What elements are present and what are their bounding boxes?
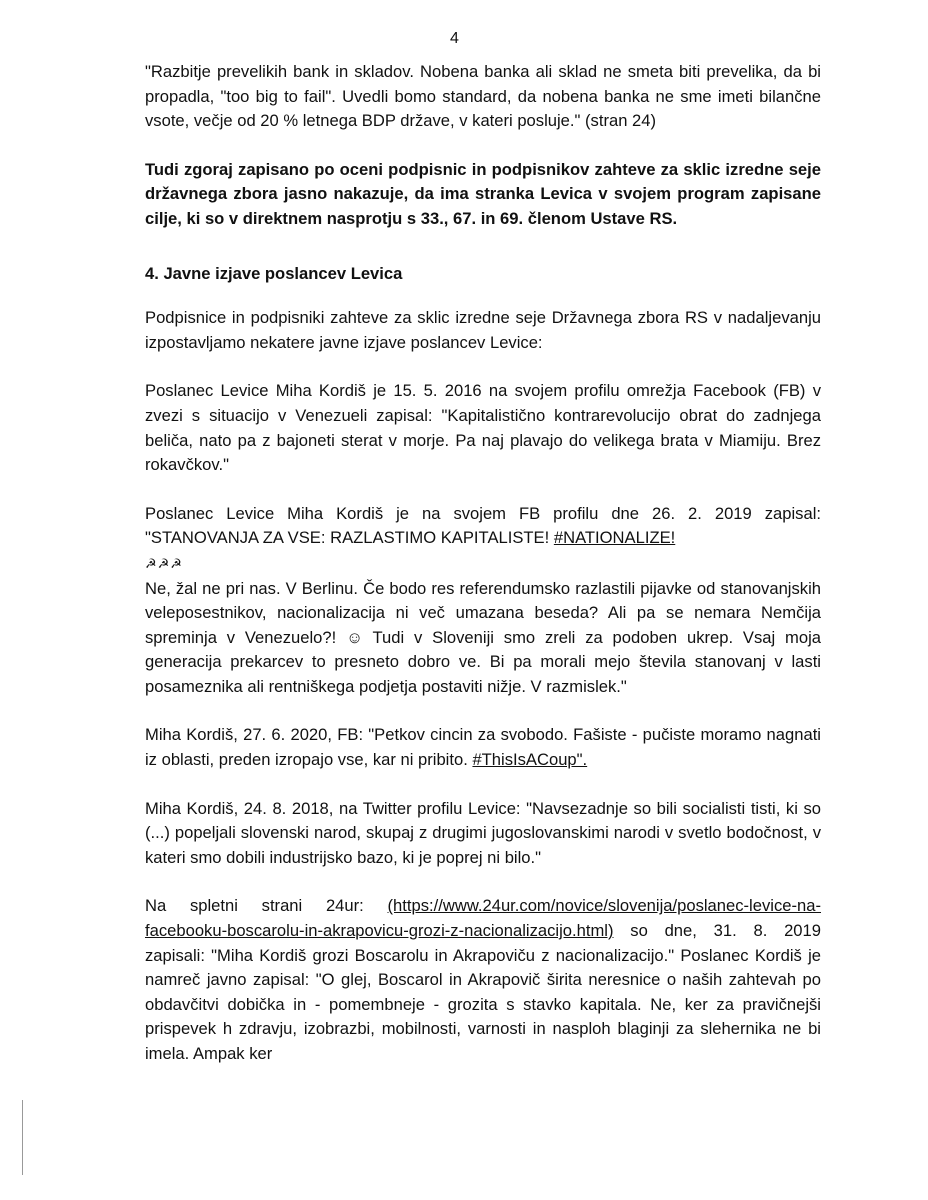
nationalize-hashtag-link[interactable]: #NATIONALIZE! (553, 528, 676, 548)
document-body (145, 60, 821, 1091)
program-quote-paragraph: "Razbitje prevelikih bank in skladov. Nobena banka ali sklad ne smeta biti prevelika, da bi propadla, "too big to fail". Uvedli bomo standard, da nobena banka ne sme imeti bilančne vsote, večje od 20 % letnega BDP države, v kateri posluje." (stran 24) (145, 62, 821, 131)
statement-2019-text-a: Poslanec Levice Miha Kordiš je na svojem FB profilu dne 26. 2. 2019 zapisal: "STANOVANJA ZA VSE: RAZLASTIMO KAPITALISTE! (145, 503, 821, 548)
24ur-text-a: Na spletni strani 24ur: (145, 896, 388, 916)
statement-2019-text-b: Ne, žal ne pri nas. V Berlinu. Če bodo res referendumsko razlastili pijavke od stanovanjskih veleposestnikov, nacionalizacija ni več umazana beseda? Ali pa se nemara Nemčija spreminja v Venezuelo?! (145, 578, 821, 647)
statement-2020-paragraph (145, 723, 821, 772)
statement-2019-text-c: Tudi v Sloveniji smo zreli za podoben ukrep. Vsaj moja generacija prekarcev to presneto dobro ve. Bi pa morali mejo števila stanovanj v lasti posameznika ali rentniškega podjetja postaviti nižje. V razmislek." (145, 627, 821, 696)
scan-edge-mark (22, 1100, 23, 1175)
smiley-emoji-icon: ☺ (346, 627, 364, 647)
24ur-text-b: so dne, 31. 8. 2019 zapisali: "Miha Kordiš grozi Boscarolu in Akrapoviču z nacionalizacijo." Poslanec Kordiš je namreč javno zapisal: "O glej, Boscarol in Akrapovič širita neresnice o naših zahtevah po obdavčitvi dobička in - pomembneje - grozita s stavko kapitala. Ne, ker za pravičnejši prispevek h zdravju, izobrazbi, mobilnosti, varnosti in nasploh blaginji za slehernika ne bi imela. Ampak ker (145, 921, 821, 1063)
intro-paragraph: Podpisnice in podpisniki zahteve za sklic izredne seje Državnega zbora RS v nadaljevanju izpostavljamo nekatere javne izjave poslancev Levice: (145, 308, 821, 352)
statement-2016-paragraph: Poslanec Levice Miha Kordiš je 15. 5. 2016 na svojem profilu omrežja Facebook (FB) v zvezi s situacijo v Venezueli zapisal: "Kapitalistično kontrarevolucijo obrat do zadnjega beliča, nato pa z bajoneti sterat v morje. Pa naj plavajo do velikega brata v Miamiju. Brez rokavčkov." (145, 381, 821, 475)
statement-2019-paragraph (145, 502, 821, 700)
section-heading: 4. Javne izjave poslancev Levica (145, 263, 403, 283)
thisisacoup-hashtag-link[interactable]: #ThisIsACoup". (472, 750, 588, 770)
statement-2020-text: Miha Kordiš, 27. 6. 2020, FB: "Petkov cincin za svobodo. Fašiste - pučiste moramo nagnati iz oblasti, preden izropajo vse, kar ni pribito. (145, 725, 821, 770)
hammer-sickle-emoji-icon: ☭☭☭ (145, 555, 183, 571)
page-number: 4 (450, 30, 459, 47)
bold-conclusion-paragraph: Tudi zgoraj zapisano po oceni podpisnic in podpisnikov zahteve za sklic izredne seje državnega zbora jasno nakazuje, da ima stranka Levica v svojem program zapisane cilje, ki so v direktnem nasprotju s 33., 67. in 69. členom Ustave RS. (145, 159, 821, 228)
24ur-article-link[interactable]: (https://www.24ur.com/novice/slovenija/poslanec-levice-na-facebooku-boscarolu-in-akrapovicu-grozi-z-nacionalizacijo.html) (145, 896, 821, 941)
statement-2018-paragraph: Miha Kordiš, 24. 8. 2018, na Twitter profilu Levice: "Navsezadnje so bili socialisti tisti, ki so (...) popeljali slovenski narod, skupaj z drugimi jugoslovanskimi narodi v svetlo bodočnost, v kateri smo dobili industrijsko bazo, ki je poprej ni bilo." (145, 798, 821, 867)
24ur-article-paragraph (145, 894, 821, 1066)
